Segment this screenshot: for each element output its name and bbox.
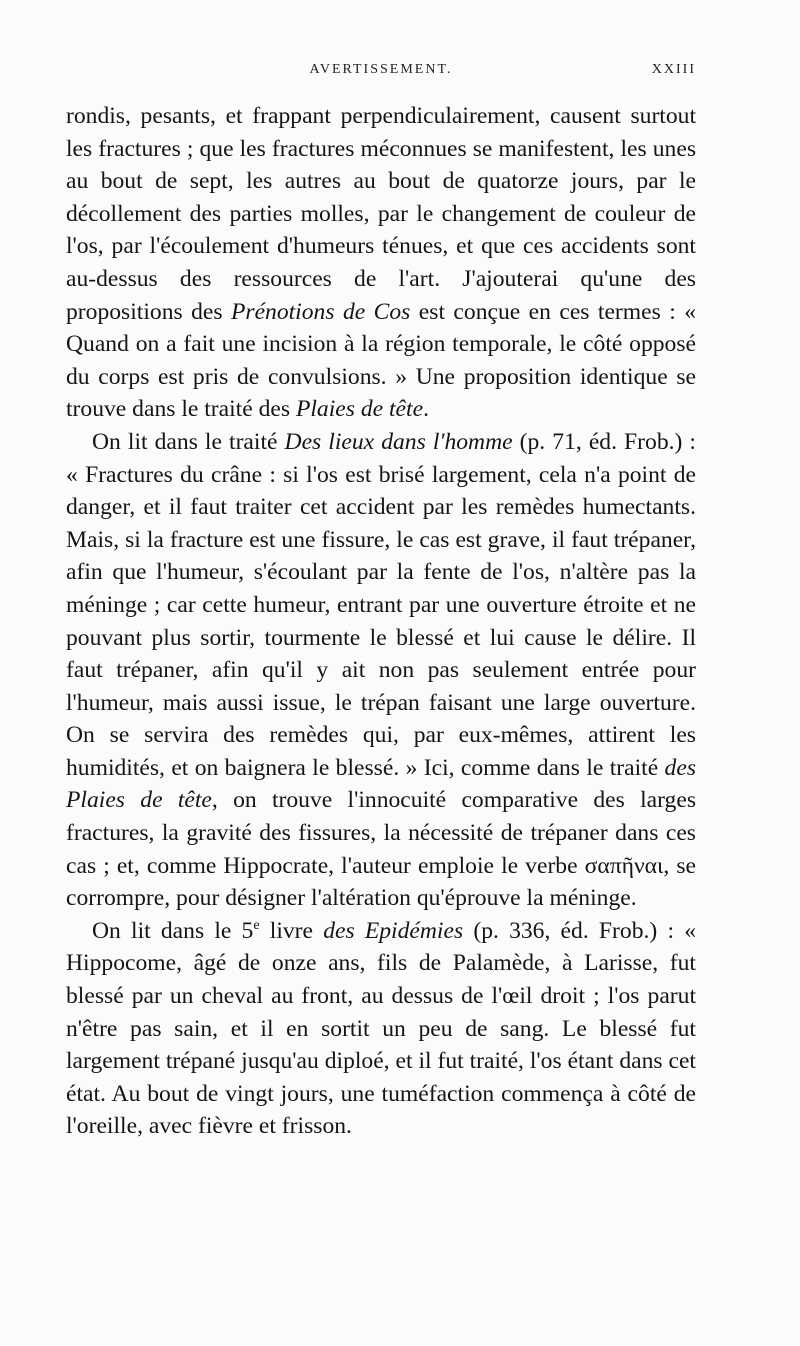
title-des-epidemies: des Epidémies bbox=[323, 917, 464, 944]
title-des-plaies-de-tete: des Plaies de tête bbox=[66, 754, 696, 814]
paragraph-2-text-g: , se corrompre, pour désigner l'altération qu'éprouve la méninge. bbox=[66, 852, 697, 912]
paragraph-2-text-a: On lit dans le traité bbox=[92, 428, 285, 455]
greek-word: σαπῆναι bbox=[584, 852, 664, 879]
paragraph-3-text-a: On lit dans le 5 bbox=[92, 917, 254, 944]
title-des-lieux-dans-l-homme: Des lieux dans l'homme bbox=[284, 428, 513, 455]
paragraph-2-text-e: , on trouve l'innocuité comparative des larges fractures, la gravité des fissures, la nécessité de trépaner dans ces cas ; et, comme Hippocrate, l'auteur emploie le verbe bbox=[66, 787, 696, 879]
paragraph-3 bbox=[66, 915, 696, 1143]
paragraph-2 bbox=[66, 426, 696, 915]
paragraph-1-text-a: rondis, pesants, et frappant perpendiculairement, causent surtout les fractures ; que les fractures méconnues se manifestent, les unes au bout de sept, les autres au bout de quatorze jours, par le décollement des parties molles, par le changement de couleur de l'os, par l'écoulement d'humeurs ténues, et que ces accidents sont au-dessus des ressources de l'art. J'ajouterai qu'une des propositions des bbox=[66, 103, 696, 325]
paragraph-1-text-c: est conçue en ces termes : « Quand on a fait une incision à la région temporale, le côté opposé du corps est pris de convulsions. » Une proposition identique se trouve dans le traité des bbox=[66, 298, 696, 423]
running-title: AVERTISSEMENT. bbox=[309, 62, 453, 77]
paragraph-1-text-e: . bbox=[423, 396, 429, 423]
paragraph-2-text-c: (p. 71, éd. Frob.) : « Fractures du crâne : si l'os est brisé largement, cela n'a point de danger, et il faut traiter cet accident par les remèdes humectants. Mais, si la fracture est une fissure, le cas est grave, il faut trépaner, afin que l'humeur, s'écoulant par la fente de l'os, n'altère pas la méninge ; car cette humeur, entrant par une ouverture étroite et ne pouvant plus sortir, tourmente le blessé et lui cause le délire. Il faut trépaner, afin qu'il y ait non pas seulement entrée pour l'humeur, mais aussi issue, le trépan faisant une large ouverture. On se servira des remèdes qui, par eux-mêmes, attirent les humidités, et on baignera le blessé. » Ici, comme dans le traité bbox=[66, 428, 696, 781]
running-head bbox=[66, 62, 696, 82]
paragraph-3-text-d: (p. 336, éd. Frob.) : « Hippocome, âgé de onze ans, fils de Palamède, à Larisse, fut blessé par un cheval au front, au dessus de l'œil droit ; l'os parut n'être pas sain, et il en sortit un peu de sang. Le blessé fut largement trépané jusqu'au diploé, et il fut traité, l'os étant dans cet état. Au bout de vingt jours, une tuméfaction commença à côté de l'oreille, avec fièvre et frisson. bbox=[66, 917, 696, 1140]
paragraph-1 bbox=[66, 100, 696, 426]
ordinal-superscript: e bbox=[253, 917, 260, 933]
title-plaies-de-tete: Plaies de tête bbox=[295, 396, 424, 423]
page-number: XXIII bbox=[651, 62, 696, 77]
paragraph-3-text-b: livre bbox=[259, 917, 324, 944]
title-prenotions-de-cos: Prénotions de Cos bbox=[230, 298, 411, 325]
body-text bbox=[66, 100, 696, 1143]
